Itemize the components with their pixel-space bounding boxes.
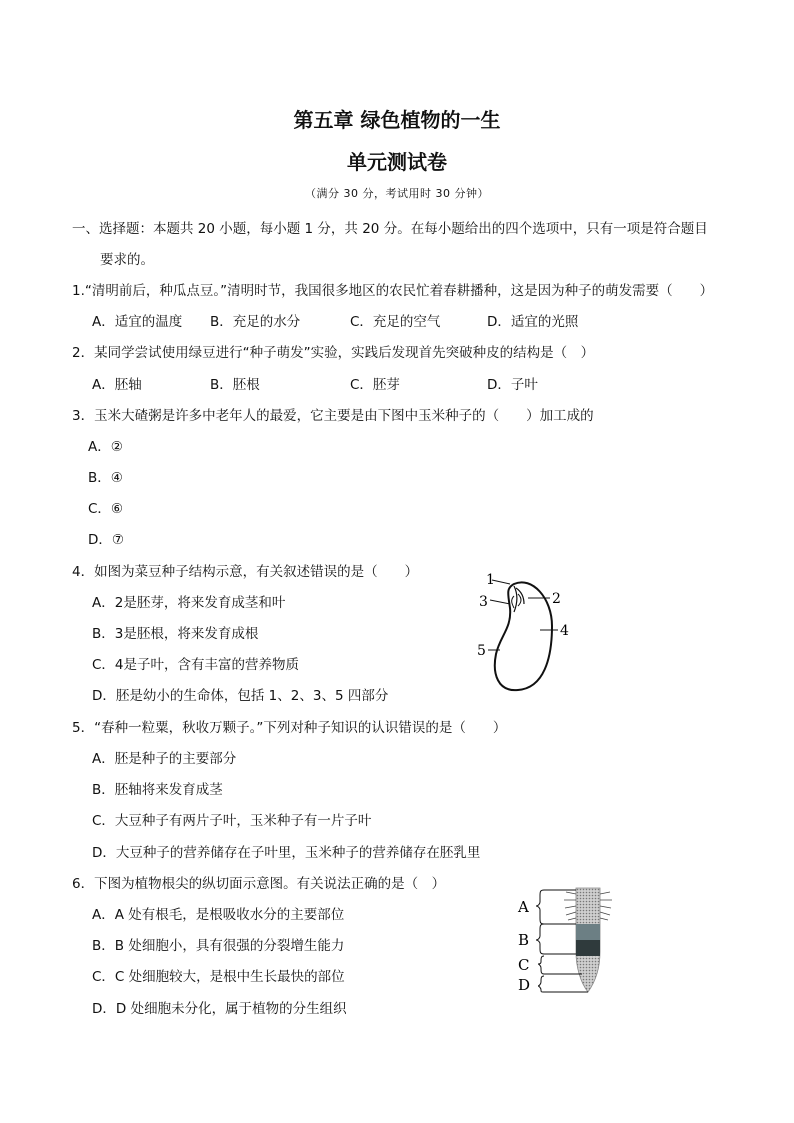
question-1-option-b: B．充足的水分 xyxy=(210,314,301,330)
root-tip-diagram xyxy=(510,882,630,998)
question-3-stem: 3．玉米大碴粥是许多中老年人的最爱，它主要是由下图中玉米种子的（ ）加工成的 xyxy=(72,408,594,424)
bean-label-2: 2 xyxy=(552,591,561,607)
question-5-option-d: D．大豆种子的营养储存在子叶里，玉米种子的营养储存在胚乳里 xyxy=(92,845,481,861)
bean-label-3: 3 xyxy=(479,594,488,610)
question-3-option-b: B．④ xyxy=(88,470,123,486)
question-2-option-b: B．胚根 xyxy=(210,377,260,393)
question-1-stem: 1.“清明前后，种瓜点豆。”清明时节，我国很多地区的农民忙着春耕播种，这是因为种子的萌发需要（ ） xyxy=(72,283,714,299)
question-1-option-c: C．充足的空气 xyxy=(350,314,441,330)
bean-label-5: 5 xyxy=(477,643,486,659)
question-6-stem: 6．下图为植物根尖的纵切面示意图。有关说法正确的是（ ） xyxy=(72,876,446,892)
section-instructions-line1: 一、选择题：本题共 20 小题，每小题 1 分，共 20 分。在每小题给出的四个选项中，只有一项是符合题目 xyxy=(72,221,708,237)
question-2-option-c: C．胚芽 xyxy=(350,377,400,393)
page-title: 第五章 绿色植物的一生 xyxy=(293,108,501,132)
question-1-option-d: D．适宜的光照 xyxy=(487,314,579,330)
question-4-option-d: D．胚是幼小的生命体，包括 1、2、3、5 四部分 xyxy=(92,688,389,704)
root-label-c: C xyxy=(518,956,530,974)
question-5-option-b: B．胚轴将来发育成茎 xyxy=(92,782,223,798)
question-3-option-d: D．⑦ xyxy=(88,532,124,548)
question-2-option-a: A．胚轴 xyxy=(92,377,142,393)
question-6-option-d: D．D 处细胞未分化，属于植物的分生组织 xyxy=(92,1001,347,1017)
section-instructions-line2: 要求的。 xyxy=(100,252,154,268)
score-note: （满分 30 分，考试用时 30 分钟） xyxy=(305,187,489,200)
question-5-option-c: C．大豆种子有两片子叶，玉米种子有一片子叶 xyxy=(92,813,372,829)
bean-label-4: 4 xyxy=(560,623,569,639)
root-label-d: D xyxy=(518,976,531,994)
bean-seed-diagram xyxy=(470,568,580,698)
bean-label-1: 1 xyxy=(486,572,495,588)
question-2-option-d: D．子叶 xyxy=(487,377,538,393)
root-label-b: B xyxy=(518,931,530,949)
question-1-option-a: A．适宜的温度 xyxy=(92,314,183,330)
question-5-option-a: A．胚是种子的主要部分 xyxy=(92,751,237,767)
question-2-stem: 2．某同学尝试使用绿豆进行“种子萌发”实验，实践后发现首先突破种皮的结构是（ ） xyxy=(72,345,595,361)
question-6-option-a: A．A 处有根毛，是根吸收水分的主要部位 xyxy=(92,907,345,923)
question-4-option-c: C．4是子叶，含有丰富的营养物质 xyxy=(92,657,300,673)
question-6-option-c: C．C 处细胞较大，是根中生长最快的部位 xyxy=(92,969,345,985)
question-4-stem: 4．如图为菜豆种子结构示意，有关叙述错误的是（ ） xyxy=(72,564,419,580)
question-6-option-b: B．B 处细胞小，具有很强的分裂增生能力 xyxy=(92,938,345,954)
question-3-option-a: A．② xyxy=(88,439,123,455)
question-4-option-b: B．3是胚根，将来发育成根 xyxy=(92,626,259,642)
question-4-option-a: A．2是胚芽，将来发育成茎和叶 xyxy=(92,595,286,611)
page-subtitle: 单元测试卷 xyxy=(347,150,447,174)
question-5-stem: 5．“春种一粒粟，秋收万颗子。”下列对种子知识的认识错误的是（ ） xyxy=(72,720,507,736)
question-3-option-c: C．⑥ xyxy=(88,501,124,517)
root-label-a: A xyxy=(518,898,529,916)
